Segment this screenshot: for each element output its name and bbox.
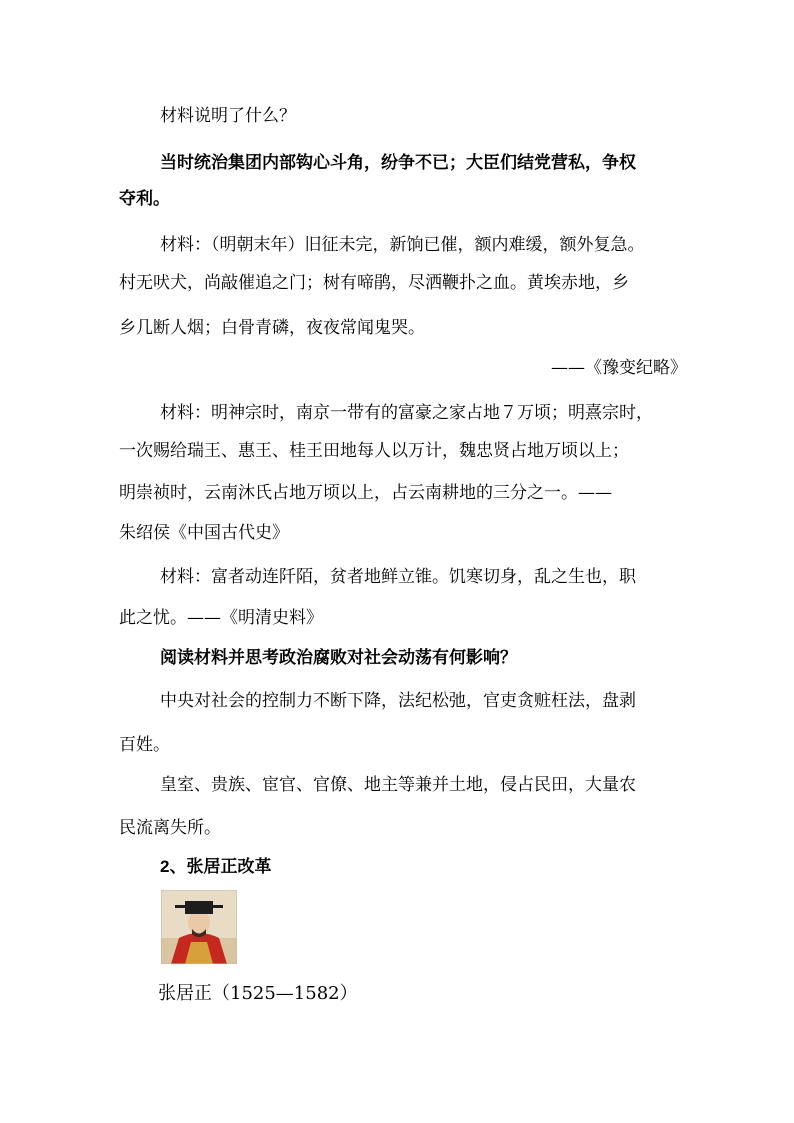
material-text-2: 材料：明神宗时，南京一带有的富豪之家占地７万顷；明熹宗时， [160, 403, 653, 423]
material-text-3-cont: 此之忧。——《明清史料》 [119, 608, 323, 628]
material-text-2-cont: 明崇祯时，云南沐氏占地万顷以上，占云南耕地的三分之一。—— [119, 483, 612, 503]
answer-point-2-cont: 民流离失所。 [119, 818, 221, 838]
section-heading: 2、张居正改革 [160, 857, 272, 876]
portrait-image-icon [161, 890, 237, 964]
answer-point-1: 中央对社会的控制力不断下降，法纪松弛，官吏贪赃枉法，盘剥 [160, 691, 636, 711]
material-text-2-cont: 一次赐给瑞王、惠王、桂王田地每人以万计，魏忠贤占地万顷以上； [119, 441, 629, 461]
material-text-3: 材料：富者动连阡陌，贫者地鲜立锥。饥寒切身，乱之生也，职 [160, 567, 636, 587]
answer-text-cont: 夺利。 [119, 189, 170, 209]
material-text-1-cont: 村无吠犬，尚敲催追之门；树有啼鹃，尽洒鞭扑之血。黄埃赤地，乡 [119, 273, 629, 293]
material-text-1-cont: 乡几断人烟；白骨青磷，夜夜常闻鬼哭。 [119, 318, 425, 338]
material-text-1: 材料：（明朝末年）旧征未完，新饷已催，额内难缓，额外复急。 [160, 235, 645, 255]
answer-point-1-cont: 百姓。 [119, 735, 170, 755]
answer-point-2: 皇室、贵族、宦官、官僚、地主等兼并土地，侵占民田，大量农 [160, 775, 636, 795]
portrait-caption: 张居正（1525—1582） [158, 983, 358, 1004]
material-source-2: 朱绍侯《中国古代史》 [119, 523, 289, 543]
zhang-juzheng-portrait [161, 890, 237, 964]
question-text: 材料说明了什么？ [160, 106, 296, 126]
reading-question: 阅读材料并思考政治腐败对社会动荡有何影响？ [160, 648, 517, 668]
answer-text: 当时统治集团内部钩心斗角，纷争不已；大臣们结党营私，争权 [160, 153, 636, 173]
material-source-1: ——《豫变纪略》 [551, 358, 687, 378]
